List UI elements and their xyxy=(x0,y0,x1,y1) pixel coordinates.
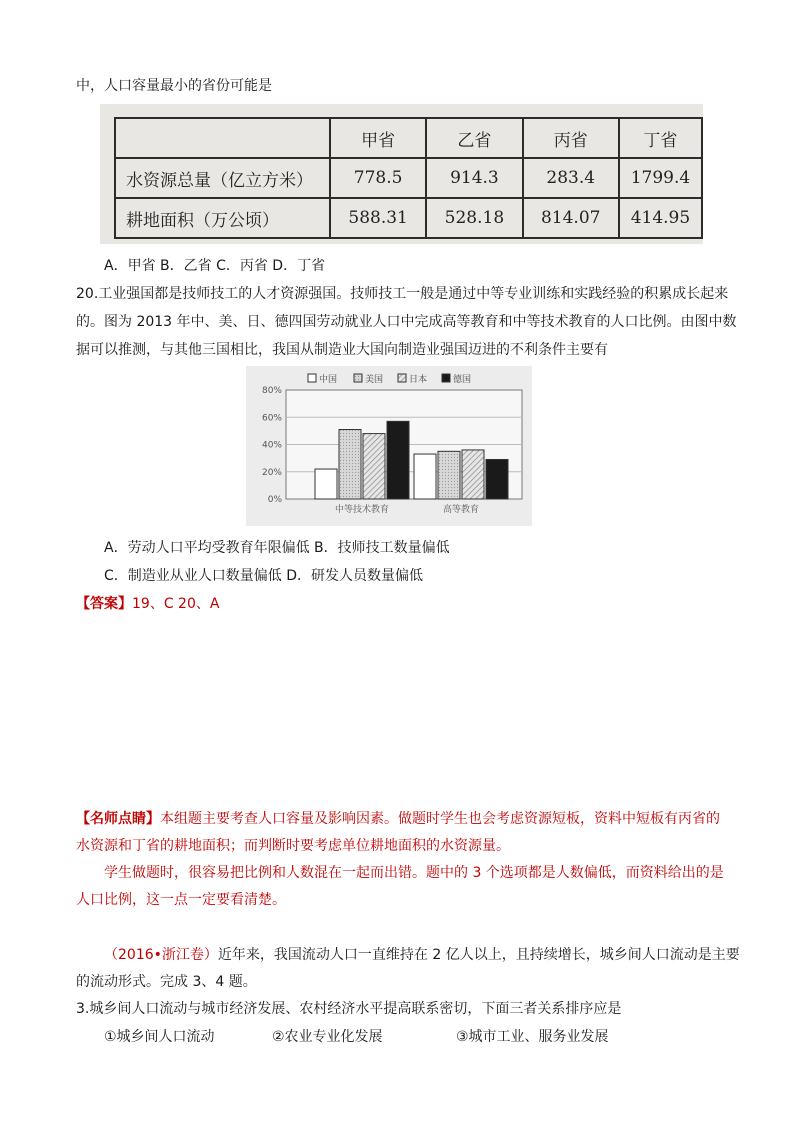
source-tag: （2016•浙江卷） xyxy=(104,947,218,963)
y-tick-label: 0% xyxy=(267,495,282,505)
table-cell: 914.3 xyxy=(426,158,522,198)
table-cell: 528.18 xyxy=(426,198,522,238)
q20-line-1: 20.工业强国都是技师技工的人才资源强国。技师技工一般是通过中等专业训练和实践经验的积累成长起来 xyxy=(76,286,729,302)
table-cell: 778.5 xyxy=(330,158,426,198)
y-tick-label: 80% xyxy=(261,386,282,396)
bar xyxy=(462,450,484,499)
table-cell: 414.95 xyxy=(619,198,702,238)
chart-svg xyxy=(246,366,532,526)
q3-item-1: ①城乡间人口流动 xyxy=(104,1029,215,1045)
q3-item-2: ②农业专业化发展 xyxy=(272,1029,383,1045)
bar xyxy=(363,434,385,499)
q19-options: A．甲省 B．乙省 C．丙省 D．丁省 xyxy=(104,258,326,274)
y-tick-label: 60% xyxy=(261,413,282,424)
tip-label: 【名师点睛】 xyxy=(76,811,160,827)
bar xyxy=(315,469,337,499)
education-bar-chart xyxy=(246,366,532,526)
bar xyxy=(339,430,361,499)
table-cell: 283.4 xyxy=(523,158,619,198)
q20-line-3: 据可以推测，与其他三国相比，我国从制造业大国向制造业强国迈进的不利条件主要有 xyxy=(76,342,608,358)
tip-text-1: 本组题主要考查人口容量及影响因素。做题时学生也会考虑资源短板，资料中短板有丙省的 xyxy=(160,811,720,827)
answer-label: 【答案】 xyxy=(76,596,132,612)
row-header: 水资源总量（亿立方米） xyxy=(115,158,330,198)
bar xyxy=(414,454,436,499)
q20-options-cd: C．制造业从业人口数量偏低 D．研发人员数量偏低 xyxy=(104,568,424,584)
resource-table xyxy=(114,117,703,239)
col-header: 乙省 xyxy=(426,118,522,158)
legend-swatch xyxy=(354,374,362,382)
y-tick-label: 40% xyxy=(261,440,282,451)
bar xyxy=(486,459,508,499)
intro-line: 中，人口容量最小的省份可能是 xyxy=(76,78,272,94)
legend-label: 美国 xyxy=(365,375,384,385)
col-header: 丙省 xyxy=(523,118,619,158)
legend-swatch xyxy=(442,374,450,382)
table-header-row xyxy=(115,118,702,158)
legend-swatch xyxy=(398,374,406,382)
legend-label: 德国 xyxy=(453,375,472,385)
answer-text: 19、C 20、A xyxy=(132,596,220,612)
bar xyxy=(387,421,409,499)
tip-line-1 xyxy=(76,809,720,829)
col-header: 甲省 xyxy=(330,118,426,158)
table-cell: 588.31 xyxy=(330,198,426,238)
q3-item-3: ③城市工业、服务业发展 xyxy=(456,1029,609,1045)
legend-label: 中国 xyxy=(319,375,338,385)
q3-stem: 3.城乡间人口流动与城市经济发展、农村经济水平提高联系密切，下面三者关系排序应是 xyxy=(76,1001,622,1017)
table-row xyxy=(115,198,702,238)
x-category-label: 中等技术教育 xyxy=(334,505,390,515)
zj-intro-line-1 xyxy=(76,945,740,965)
x-category-label: 高等教育 xyxy=(442,505,480,515)
legend-label: 日本 xyxy=(409,375,428,385)
table-cell: 814.07 xyxy=(523,198,619,238)
zj-intro-text: 近年来，我国流动人口一直维持在 2 亿人以上，且持续增长，城乡间人口流动是主要 xyxy=(217,947,740,963)
table-cell: 1799.4 xyxy=(619,158,702,198)
bar xyxy=(438,451,460,499)
table-row xyxy=(115,158,702,198)
zj-intro-line-2: 的流动形式。完成 3、4 题。 xyxy=(76,974,257,990)
y-tick-label: 20% xyxy=(261,467,282,478)
tip-line-2: 水资源和丁省的耕地面积；而判断时要考虑单位耕地面积的水资源量。 xyxy=(76,838,510,854)
q20-options-ab: A．劳动人口平均受教育年限偏低 B．技师技工数量偏低 xyxy=(104,540,450,556)
resource-table-image xyxy=(100,104,703,244)
legend-swatch xyxy=(308,374,316,382)
q20-line-2: 的。图为 2013 年中、美、日、德四国劳动就业人口中完成高等教育和中等技术教育的人口比例。由图中数 xyxy=(76,314,737,330)
tip-line-4: 人口比例，这一点一定要看清楚。 xyxy=(76,892,286,908)
col-header: 丁省 xyxy=(619,118,702,158)
row-header: 耕地面积（万公顷） xyxy=(115,198,330,238)
table-corner-cell xyxy=(115,118,330,158)
tip-line-3: 学生做题时，很容易把比例和人数混在一起而出错。题中的 3 个选项都是人数偏低，而资料给出的是 xyxy=(104,865,724,881)
answer-line xyxy=(76,594,219,614)
